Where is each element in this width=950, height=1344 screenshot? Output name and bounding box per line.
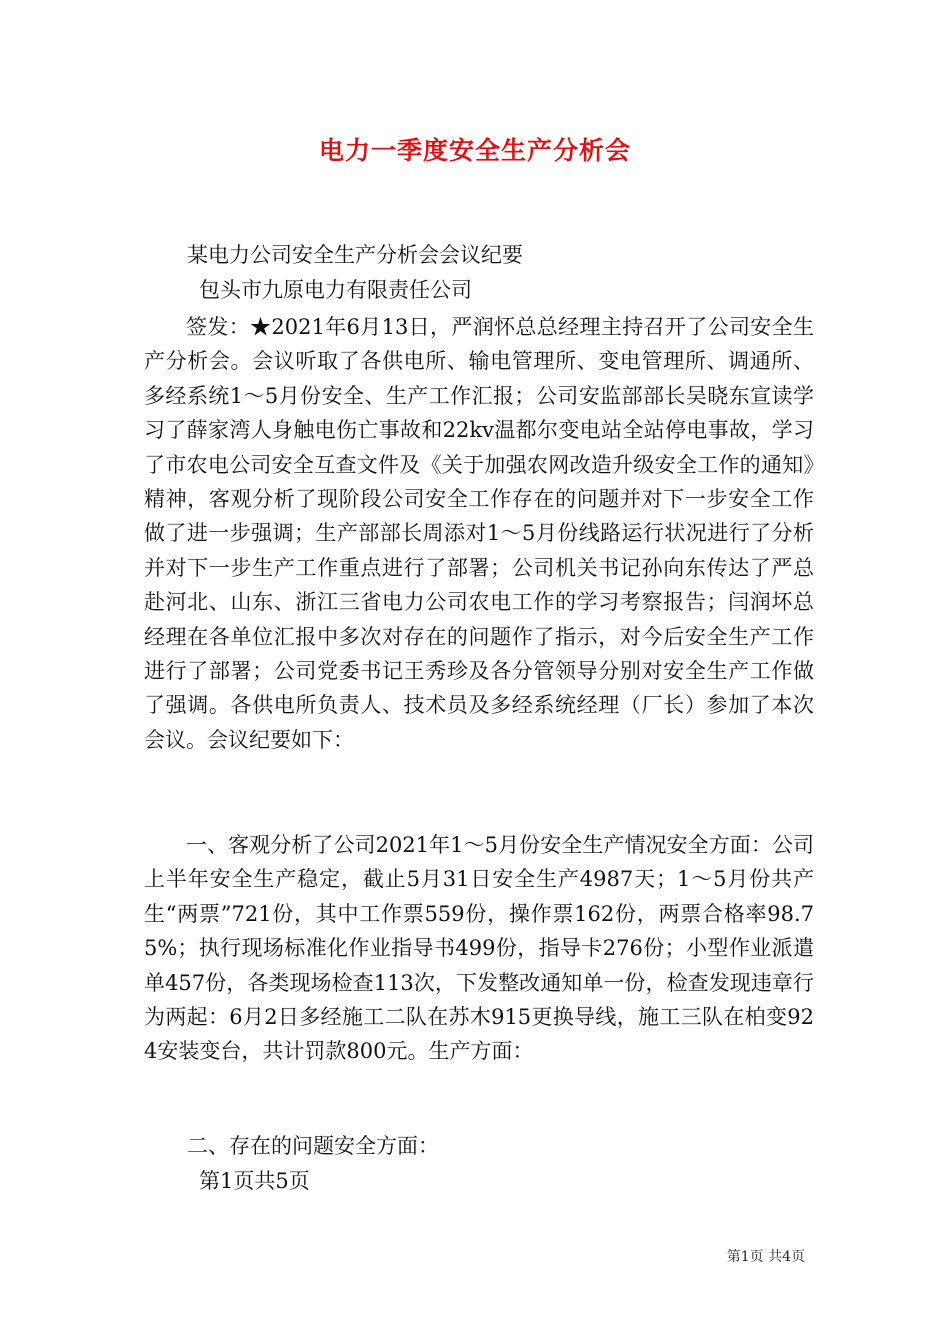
inline-page-number: 第1页共5页: [199, 1169, 310, 1193]
page-footer: 第1页 共4页: [726, 1249, 805, 1265]
paragraph-safety-analysis: 一、客观分析了公司2021年1～5月份安全生产情况安全方面：公司上半年安全生产稳定，截止5月31日安全生产4987天；1～5月份共产生“两票”721份，其中工作票559份，操作票162份，两票合格率98.75%；执行现场标准化作业指导书499份，指导卡276份；小型作业派遣单457份，各类现场检查113次，下发整改通知单一份，检查发现违章行为两起：6月2日多经施工二队在苏木915更换导线，施工三队在柏变924安装变台，共计罚款800元。生产方面：: [144, 833, 814, 1064]
company-name: 包头市九原电力有限责任公司: [199, 278, 472, 302]
document-subtitle: 某电力公司安全生产分析会会议纪要: [187, 243, 523, 267]
paragraph-issuance: 签发：★2021年6月13日，严润怀总总经理主持召开了公司安全生产分析会。会议听取了各供电所、输电管理所、变电管理所、调通所、多经系统1～5月份安全、生产工作汇报；公司安监部部长吴晓东宣读学习了薛家湾人身触电伤亡事故和22kv温都尔变电站全站停电事故，学习了市农电公司安全互查文件及《关于加强农网改造升级安全工作的通知》精神，客观分析了现阶段公司安全工作存在的问题并对下一步安全工作做了进一步强调；生产部部长周添对1～5月份线路运行状况进行了分析并对下一步生产工作重点进行了部署；公司机关书记孙向东传达了严总赴河北、山东、浙江三省电力公司农电工作的学习考察报告；闫润坏总经理在各单位汇报中多次对存在的问题作了指示，对今后安全生产工作进行了部署；公司党委书记王秀珍及各分管领导分别对安全生产工作做了强调。各供电所负责人、技术员及多经系统经理（厂长）参加了本次会议。会议纪要如下：: [144, 315, 814, 752]
document-title: 电力一季度安全生产分析会: [318, 136, 631, 165]
section-heading-problems: 二、存在的问题安全方面：: [187, 1134, 439, 1158]
